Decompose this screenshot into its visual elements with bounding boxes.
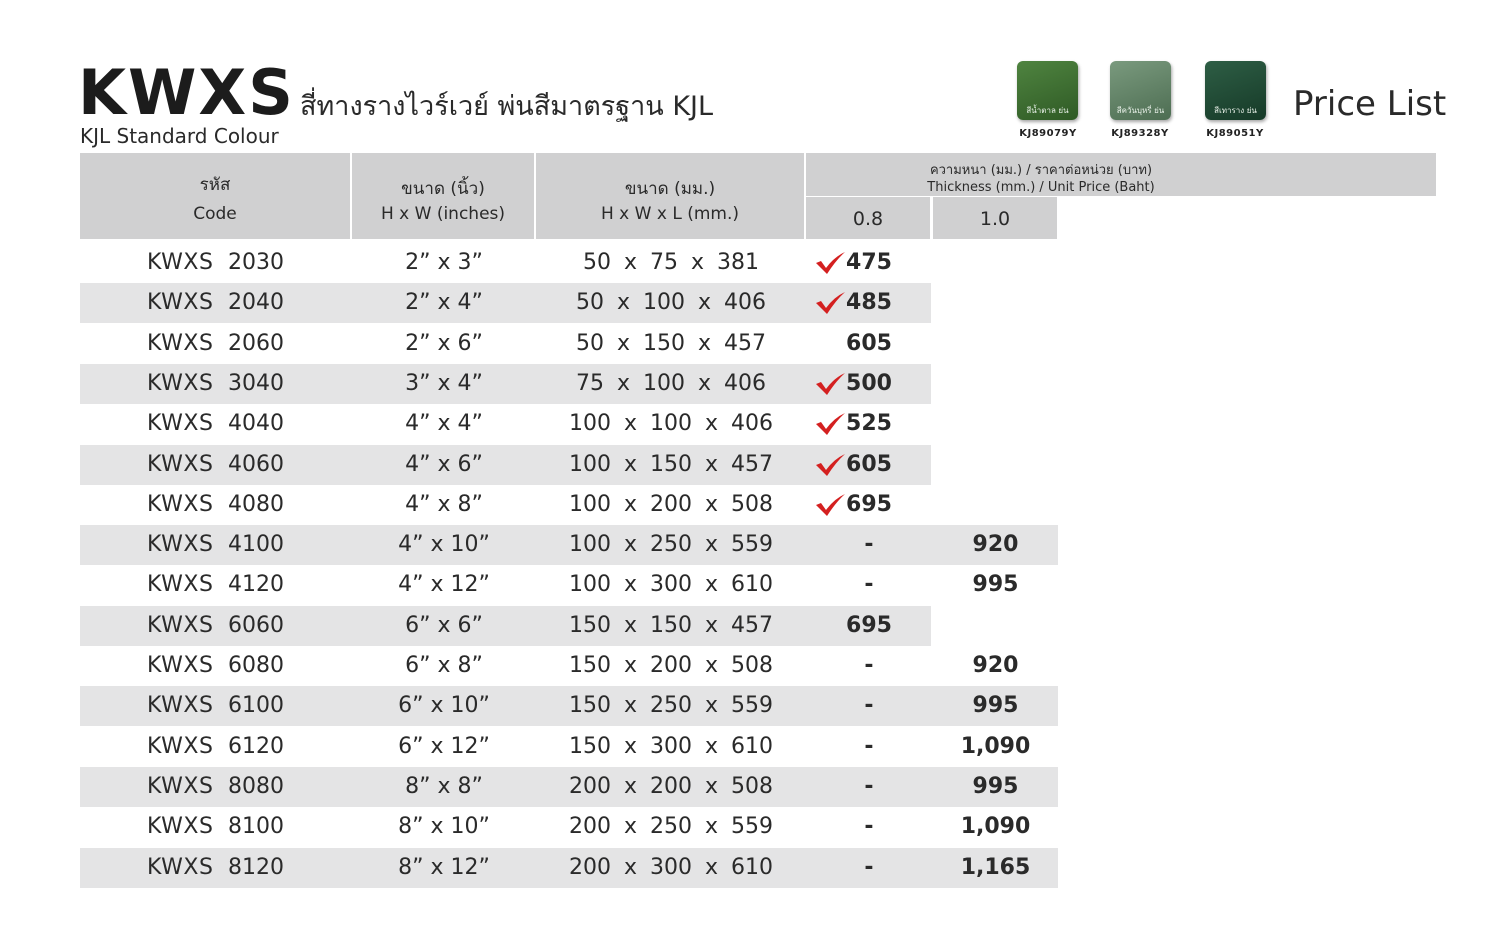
row-price-10: 995	[972, 693, 1019, 719]
row-code	[80, 727, 352, 767]
row-size-mm: 150 x 300 x 610	[569, 733, 773, 759]
header-inch-thai: ขนาด (นิ้ว)	[401, 179, 485, 199]
header-code-thai: รหัส	[199, 175, 231, 195]
row-price-08: 695	[846, 612, 892, 638]
row-code	[80, 767, 352, 807]
row-code-prefix: KWXS	[147, 491, 214, 517]
row-size-mm: 50 x 75 x 381	[583, 250, 759, 275]
row-code-number: 8100	[228, 814, 284, 840]
row-code-number: 2030	[228, 250, 284, 275]
check-icon	[814, 291, 846, 315]
header-mm-en: H x W x L (mm.)	[601, 204, 739, 224]
row-code	[80, 445, 352, 485]
table-row	[80, 525, 1058, 565]
row-code-number: 4040	[228, 411, 284, 437]
row-code-prefix: KWXS	[147, 612, 214, 638]
row-size-inch: 2” x 6”	[405, 330, 483, 356]
swatch-code: KJ89079Y	[1019, 128, 1077, 139]
row-size-inch: 3” x 4”	[405, 370, 483, 396]
row-price-10: 920	[972, 532, 1019, 558]
row-code	[80, 848, 352, 888]
row-size-inch: 4” x 4”	[405, 411, 483, 437]
row-code-prefix: KWXS	[147, 411, 214, 437]
table-row	[80, 404, 1058, 444]
row-size-inch: 8” x 8”	[405, 773, 483, 799]
row-price-10	[933, 324, 1058, 364]
header-thickness-08: 0.8	[806, 197, 930, 239]
row-price-08: -	[864, 653, 874, 678]
row-price-10: 1,090	[960, 733, 1031, 759]
row-size-mm: 100 x 200 x 508	[569, 491, 773, 517]
row-price-10	[933, 445, 1058, 485]
row-code-prefix: KWXS	[147, 572, 214, 598]
row-size-mm: 200 x 250 x 559	[569, 814, 773, 840]
row-code-number: 2040	[228, 290, 284, 316]
row-code-number: 4100	[228, 532, 284, 558]
row-size-mm: 150 x 150 x 457	[569, 612, 773, 638]
row-code	[80, 646, 352, 686]
row-code	[80, 565, 352, 605]
row-code-number: 8120	[228, 854, 284, 880]
header-code	[80, 153, 350, 239]
row-code-number: 6120	[228, 733, 284, 759]
row-code	[80, 324, 352, 364]
row-size-inch: 8” x 12”	[398, 854, 490, 880]
row-code-prefix: KWXS	[147, 451, 214, 477]
row-price-08: 695	[846, 491, 892, 517]
table-row	[80, 767, 1058, 807]
row-code-prefix: KWXS	[147, 693, 214, 719]
row-code	[80, 606, 352, 646]
row-code	[80, 364, 352, 404]
row-code-prefix: KWXS	[147, 330, 214, 356]
row-code-number: 8080	[228, 773, 284, 799]
row-size-mm: 75 x 100 x 406	[576, 370, 766, 396]
swatch-green	[1017, 61, 1078, 120]
row-price-08: -	[864, 773, 874, 799]
brand-title: KWXS	[78, 56, 295, 129]
header-inch-en: H x W (inches)	[380, 204, 506, 224]
row-price-08: -	[864, 572, 874, 598]
row-code-prefix: KWXS	[147, 814, 214, 840]
row-size-mm: 150 x 250 x 559	[569, 693, 773, 719]
table-row	[80, 686, 1058, 726]
table-row	[80, 324, 1058, 364]
swatch-dark-green	[1205, 61, 1266, 120]
table-row	[80, 565, 1058, 605]
row-size-inch: 8” x 10”	[398, 814, 490, 840]
swatch-name: สีควันบุหรี่ ย่น	[1116, 106, 1165, 115]
row-price-08: -	[864, 733, 874, 759]
row-size-inch: 4” x 6”	[405, 451, 483, 477]
table-row	[80, 485, 1058, 525]
row-size-inch: 6” x 12”	[398, 733, 490, 759]
swatch-code: KJ89051Y	[1206, 128, 1264, 139]
row-size-inch: 4” x 8”	[405, 491, 483, 517]
row-size-mm: 100 x 150 x 457	[569, 451, 773, 477]
row-price-10: 1,165	[960, 854, 1031, 880]
row-price-08: 485	[846, 290, 892, 316]
check-icon	[814, 453, 846, 477]
row-price-10	[933, 283, 1058, 323]
row-code-prefix: KWXS	[147, 733, 214, 759]
row-size-mm: 50 x 150 x 457	[576, 330, 766, 356]
row-price-08: 500	[846, 370, 892, 396]
table-row	[80, 606, 1058, 646]
row-code-number: 2060	[228, 330, 284, 356]
check-icon	[814, 372, 846, 396]
price-list-label: Price List	[1293, 84, 1447, 124]
row-size-inch: 6” x 8”	[405, 653, 483, 678]
header-code-en: Code	[193, 204, 237, 224]
row-code-prefix: KWXS	[147, 290, 214, 316]
table-row	[80, 848, 1058, 888]
row-size-mm: 150 x 200 x 508	[569, 653, 773, 678]
row-price-10	[933, 404, 1058, 444]
row-size-inch: 4” x 12”	[398, 572, 490, 598]
swatch-grey-green	[1110, 61, 1171, 120]
swatch-name: สีน้ำตาล ย่น	[1026, 106, 1069, 115]
table-row	[80, 283, 1058, 323]
header-mm-thai: ขนาด (มม.)	[624, 179, 716, 199]
row-price-10	[933, 606, 1058, 646]
row-price-10: 995	[972, 773, 1019, 799]
header-thickness-10: 1.0	[933, 197, 1057, 239]
row-code-prefix: KWXS	[147, 250, 214, 275]
table-row	[80, 445, 1058, 485]
row-code-number: 4060	[228, 451, 284, 477]
swatch-name: สีเทาราง ย่น	[1214, 106, 1257, 115]
row-code	[80, 807, 352, 847]
row-code-prefix: KWXS	[147, 773, 214, 799]
row-code-prefix: KWXS	[147, 532, 214, 558]
header-price	[806, 153, 1436, 196]
row-price-10	[933, 485, 1058, 525]
row-size-inch: 6” x 10”	[398, 693, 490, 719]
row-code-prefix: KWXS	[147, 854, 214, 880]
row-code-prefix: KWXS	[147, 653, 214, 678]
row-code	[80, 404, 352, 444]
row-price-10	[933, 364, 1058, 404]
row-code	[80, 686, 352, 726]
row-price-08: 605	[846, 330, 892, 356]
row-price-08: -	[864, 854, 874, 880]
row-code-number: 6080	[228, 653, 284, 678]
row-code	[80, 485, 352, 525]
row-code	[80, 525, 352, 565]
row-code-number: 4080	[228, 491, 284, 517]
row-price-10: 920	[972, 653, 1019, 678]
header-inch	[352, 153, 534, 239]
table-row	[80, 646, 1058, 686]
swatch-code: KJ89328Y	[1111, 128, 1169, 139]
row-size-inch: 6” x 6”	[405, 612, 483, 638]
product-title-thai: สี่ทางรางไวร์เวย์ พ่นสีมาตรฐาน KJL	[300, 91, 714, 122]
row-size-mm: 50 x 100 x 406	[576, 290, 766, 316]
check-icon	[814, 412, 846, 436]
table-row	[80, 243, 1058, 283]
check-icon	[814, 251, 846, 275]
header-price-thai: ความหนา (มม.) / ราคาต่อหน่วย (บาท)	[929, 163, 1153, 178]
row-price-08: 475	[846, 250, 892, 275]
row-code	[80, 283, 352, 323]
row-price-10: 1,090	[960, 814, 1031, 840]
row-code	[80, 243, 352, 283]
row-size-mm: 100 x 250 x 559	[569, 532, 773, 558]
row-price-08: -	[864, 814, 874, 840]
row-size-inch: 2” x 3”	[405, 250, 483, 275]
row-size-inch: 4” x 10”	[398, 532, 490, 558]
header-price-en: Thickness (mm.) / Unit Price (Baht)	[927, 180, 1155, 195]
row-size-inch: 2” x 4”	[405, 290, 483, 316]
row-size-mm: 200 x 300 x 610	[569, 854, 773, 880]
row-price-08: -	[864, 532, 874, 558]
row-price-08: 525	[846, 411, 892, 437]
table-row	[80, 727, 1058, 767]
row-size-mm: 100 x 100 x 406	[569, 411, 773, 437]
product-subtitle: KJL Standard Colour	[80, 124, 279, 148]
row-size-mm: 100 x 300 x 610	[569, 572, 773, 598]
row-price-10	[933, 243, 1058, 283]
row-price-10: 995	[972, 572, 1019, 598]
row-code-number: 4120	[228, 572, 284, 598]
row-code-number: 6100	[228, 693, 284, 719]
row-price-08: -	[864, 693, 874, 719]
row-price-08: 605	[846, 451, 892, 477]
table-row	[80, 364, 1058, 404]
row-code-prefix: KWXS	[147, 370, 214, 396]
row-code-number: 6060	[228, 612, 284, 638]
check-icon	[814, 493, 846, 517]
table-row	[80, 807, 1058, 847]
row-size-mm: 200 x 200 x 508	[569, 773, 773, 799]
row-code-number: 3040	[228, 370, 284, 396]
